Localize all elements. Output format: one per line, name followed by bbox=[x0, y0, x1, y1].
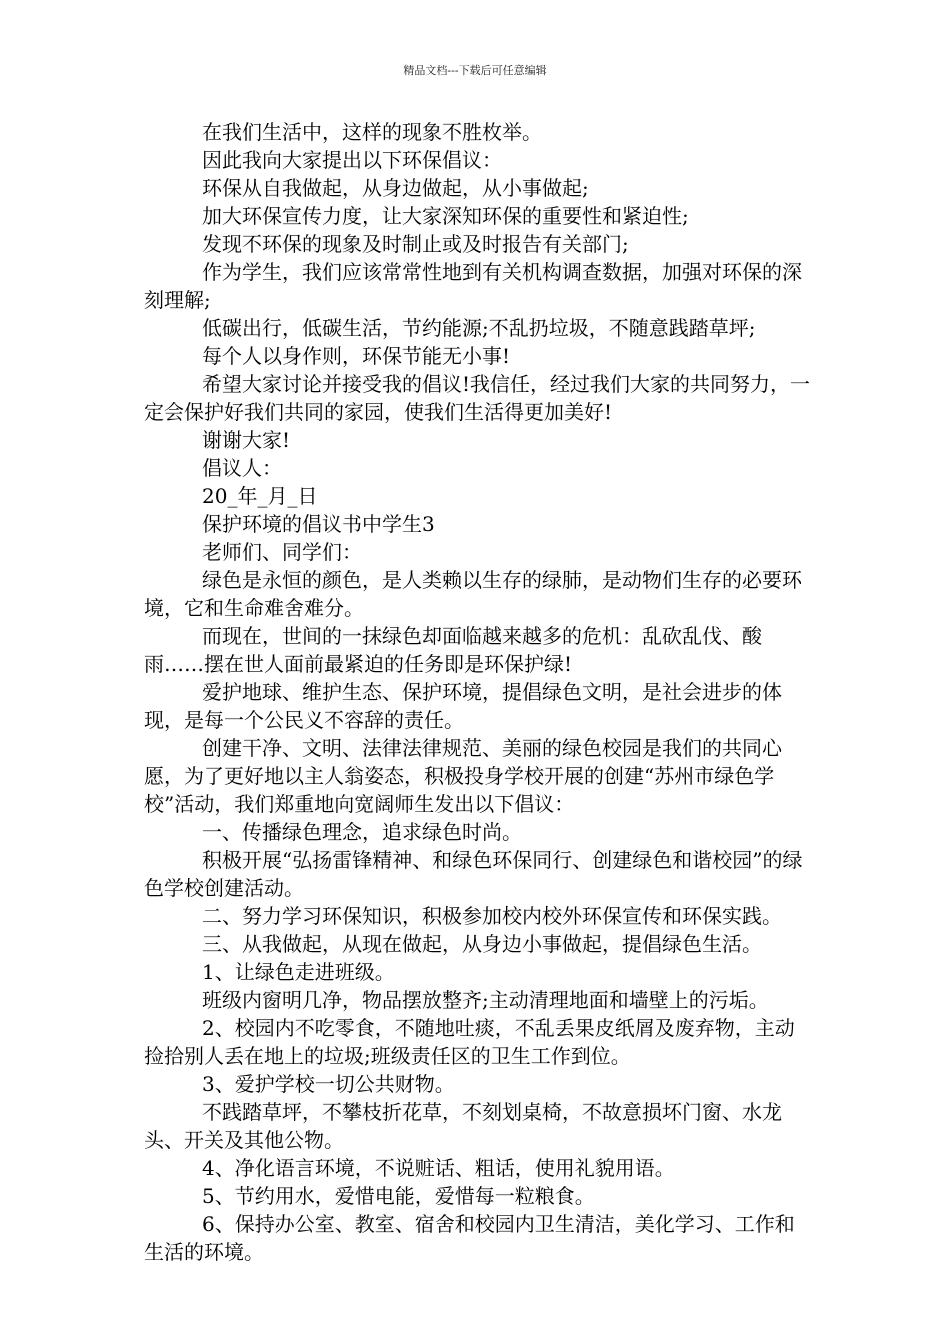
paragraph: 班级内窗明几净，物品摆放整齐;主动清理地面和墙壁上的污垢。 bbox=[202, 988, 769, 1012]
paragraph: 加大环保宣传力度，让大家深知环保的重要性和紧迫性; bbox=[202, 204, 689, 228]
paragraph: 积极开展“弘扬雷锋精神、和绿色环保同行、创建绿色和谐校园”的绿色学校创建活动。 bbox=[144, 848, 803, 900]
paragraph: 谢谢大家! bbox=[202, 428, 291, 452]
page-header: 精品文档---下载后可任意编辑 bbox=[403, 64, 547, 77]
paragraph: 因此我向大家提出以下环保倡议： bbox=[202, 148, 502, 172]
list-item: 3、爱护学校一切公共财物。 bbox=[202, 1072, 455, 1096]
signature-label: 倡议人： bbox=[202, 456, 282, 480]
list-item: 5、节约用水，爱惜电能，爱惜每一粒粮食。 bbox=[202, 1184, 595, 1208]
paragraph: 创建干净、文明、法律法律规范、美丽的绿色校园是我们的共同心愿，为了更好地以主人翁姿态，积极投身学校开展的创建“苏州市绿色学校”活动，我们郑重地向宽阔师生发出以下倡议： bbox=[144, 736, 782, 816]
section-title: 保护环境的倡议书中学生3 bbox=[202, 512, 435, 536]
paragraph: 不践踏草坪，不攀枝折花草，不刻划桌椅，不故意损坏门窗、水龙头、开关及其他公物。 bbox=[144, 1100, 782, 1152]
list-item: 6、保持办公室、教室、宿舍和校园内卫生清洁，美化学习、工作和生活的环境。 bbox=[144, 1212, 795, 1264]
paragraph: 绿色是永恒的颜色，是人类赖以生存的绿肺，是动物们生存的必要环境，它和生命难舍难分。 bbox=[144, 568, 802, 620]
list-heading: 三、从我做起，从现在做起，从身边小事做起，提倡绿色生活。 bbox=[202, 932, 762, 956]
salutation: 老师们、同学们： bbox=[202, 540, 362, 564]
list-heading: 二、努力学习环保知识，积极参加校内校外环保宣传和环保实践。 bbox=[202, 904, 782, 928]
list-item: 4、净化语言环境，不说赃话、粗话，使用礼貌用语。 bbox=[202, 1156, 675, 1180]
paragraph: 发现不环保的现象及时制止或及时报告有关部门; bbox=[202, 232, 629, 256]
paragraph: 作为学生，我们应该常常性地到有关机构调查数据，加强对环保的深刻理解; bbox=[144, 260, 802, 312]
date-line: 20_年_月_日 bbox=[202, 484, 318, 508]
paragraph: 希望大家讨论并接受我的倡议!我信任，经过我们大家的共同努力，一定会保护好我们共同的家园，使我们生活得更加美好! bbox=[144, 372, 811, 424]
paragraph: 在我们生活中，这样的现象不胜枚举。 bbox=[202, 120, 542, 144]
paragraph: 环保从自我做起，从身边做起，从小事做起; bbox=[202, 176, 589, 200]
paragraph: 爱护地球、维护生态、保护环境，提倡绿色文明，是社会进步的体现，是每一个公民义不容辞的责任。 bbox=[144, 680, 782, 732]
paragraph: 低碳出行，低碳生活，节约能源;不乱扔垃圾，不随意践踏草坪; bbox=[202, 316, 756, 340]
document-body bbox=[144, 118, 812, 1266]
paragraph: 每个人以身作则，环保节能无小事! bbox=[202, 344, 511, 368]
list-heading: 一、传播绿色理念，追求绿色时尚。 bbox=[202, 820, 522, 844]
paragraph: 而现在，世间的一抹绿色却面临越来越多的危机：乱砍乱伐、酸雨……摆在世人面前最紧迫的任务即是环保护绿! bbox=[144, 624, 762, 676]
list-item: 1、让绿色走进班级。 bbox=[202, 960, 395, 984]
list-item: 2、校园内不吃零食，不随地吐痰，不乱丢果皮纸屑及废弃物，主动捡拾别人丢在地上的垃圾;班级责任区的卫生工作到位。 bbox=[144, 1016, 795, 1068]
